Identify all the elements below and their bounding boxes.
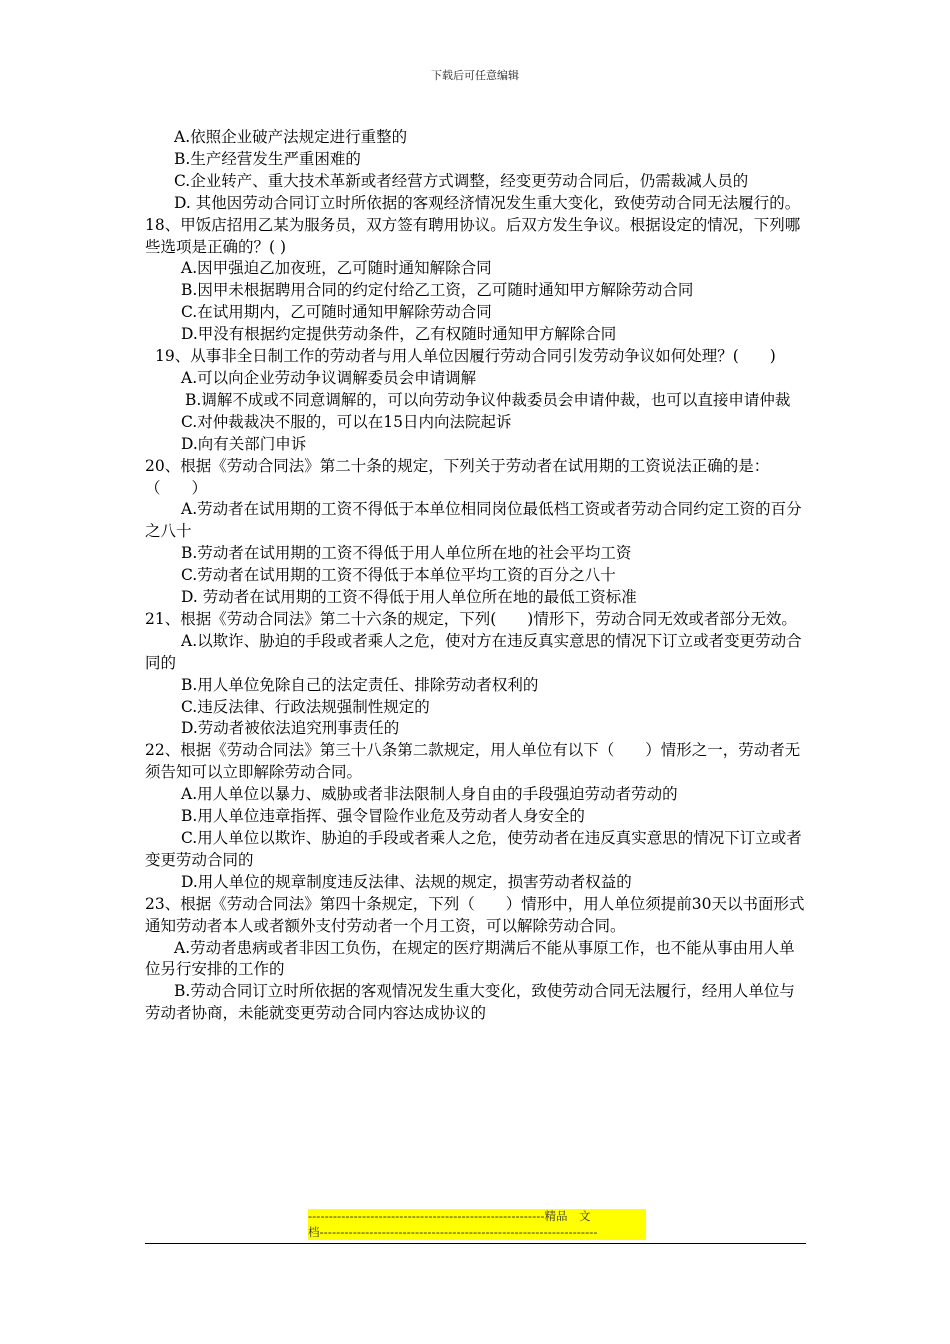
option-line: D.用人单位的规章制度违反法律、法规的规定，损害劳动者权益的 bbox=[181, 872, 632, 891]
option-line: A.劳动者患病或者非因工负伤，在规定的医疗期满后不能从事原工作，也不能从事由用人单位另行安排的工作的 bbox=[145, 938, 795, 979]
option-line: D.甲没有根据约定提供劳动条件，乙有权随时通知甲方解除合同 bbox=[181, 325, 617, 344]
option-line: B.劳动合同订立时所依据的客观情况发生重大变化，致使劳动合同无法履行，经用人单位与劳动者协商，未能就变更劳动合同内容达成协议的 bbox=[145, 982, 795, 1023]
option-line: C.在试用期内，乙可随时通知甲解除劳动合同 bbox=[181, 303, 492, 322]
footer-rule bbox=[145, 1243, 806, 1244]
page-footer bbox=[308, 1209, 646, 1240]
option-line: C.用人单位以欺诈、胁迫的手段或者乘人之危，使劳动者在违反真实意思的情况下订立或者变更劳动合同的 bbox=[145, 829, 802, 869]
option-line: D.向有关部门申诉 bbox=[181, 434, 307, 453]
option-line: D.劳动者被依法追究刑事责任的 bbox=[181, 719, 400, 738]
option-line: A.可以向企业劳动争议调解委员会申请调解 bbox=[181, 368, 477, 387]
footer-line-2: 档------------------------------------------------------------------- bbox=[308, 1225, 646, 1241]
question-21: 21、根据《劳动合同法》第二十六条的规定，下列( )情形下，劳动合同无效或者部分无效。 bbox=[145, 609, 797, 628]
question-18: 18、甲饭店招用乙某为服务员，双方签有聘用协议。后双方发生争议。根据设定的情况，下列哪些选项是正确的？( ) bbox=[145, 215, 801, 256]
question-22: 22、根据《劳动合同法》第三十八条第二款规定，用人单位有以下（ ）情形之一，劳动者无须告知可以立即解除劳动合同。 bbox=[145, 741, 801, 782]
option-line: A.因甲强迫乙加夜班，乙可随时通知解除合同 bbox=[181, 259, 492, 278]
footer-line-1: ---------------------------------------------------------精品 文 bbox=[308, 1209, 646, 1225]
document-body bbox=[145, 127, 810, 1025]
option-line: C.劳动者在试用期的工资不得低于本单位平均工资的百分之八十 bbox=[181, 566, 616, 585]
option-line: B.调解不成或不同意调解的，可以向劳动争议仲裁委员会申请仲裁，也可以直接申请仲裁 bbox=[185, 390, 791, 409]
question-19: 19、从事非全日制工作的劳动者与用人单位因履行劳动合同引发劳动争议如何处理？( ) bbox=[155, 347, 776, 366]
option-line: B.生产经营发生严重困难的 bbox=[174, 149, 361, 168]
option-line: B.因甲未根据聘用合同的约定付给乙工资，乙可随时通知甲方解除劳动合同 bbox=[181, 281, 694, 300]
page-header: 下载后可任意编辑 bbox=[431, 69, 519, 82]
option-line: A.用人单位以暴力、威胁或者非法限制人身自由的手段强迫劳动者劳动的 bbox=[181, 785, 678, 804]
option-line: C.对仲裁裁决不服的，可以在15日内向法院起诉 bbox=[181, 412, 512, 431]
option-line: C.违反法律、行政法规强制性规定的 bbox=[181, 697, 430, 716]
option-line: D. 其他因劳动合同订立时所依据的客观经济情况发生重大变化，致使劳动合同无法履行的。 bbox=[174, 193, 801, 212]
option-line: C.企业转产、重大技术革新或者经营方式调整，经变更劳动合同后，仍需裁减人员的 bbox=[174, 171, 749, 190]
option-line: A.劳动者在试用期的工资不得低于本单位相同岗位最低档工资或者劳动合同约定工资的百分之八十 bbox=[145, 500, 802, 541]
option-line: A.以欺诈、胁迫的手段或者乘人之危，使对方在违反真实意思的情况下订立或者变更劳动合同的 bbox=[145, 631, 802, 672]
option-line: B.用人单位违章指挥、强令冒险作业危及劳动者人身安全的 bbox=[181, 807, 585, 826]
option-line: B.劳动者在试用期的工资不得低于用人单位所在地的社会平均工资 bbox=[181, 544, 632, 563]
option-line: D. 劳动者在试用期的工资不得低于用人单位所在地的最低工资标准 bbox=[181, 588, 637, 607]
question-23: 23、根据《劳动合同法》第四十条规定，下列（ ）情形中，用人单位须提前30天以书面形式通知劳动者本人或者额外支付劳动者一个月工资，可以解除劳动合同。 bbox=[145, 894, 805, 935]
option-line: A.依照企业破产法规定进行重整的 bbox=[174, 128, 408, 146]
question-20: 20、根据《劳动合同法》第二十条的规定，下列关于劳动者在试用期的工资说法正确的是：（ ） bbox=[145, 456, 770, 497]
option-line: B.用人单位免除自己的法定责任、排除劳动者权利的 bbox=[181, 675, 539, 694]
